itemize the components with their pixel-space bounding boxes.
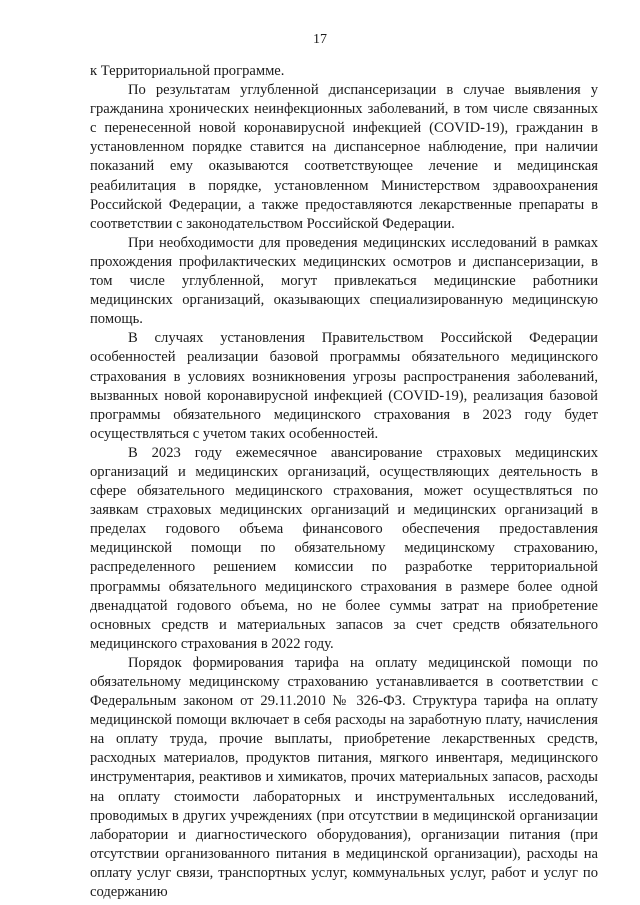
paragraph-medical-workers-involvement: При необходимости для проведения медицинских исследований в рамках прохождения профилактических медицинских осмотров и диспансеризации, в том числе углубленной, могут привлекаться медицинские работники медицинских организаций, оказывающих специализированную медицинскую помощь. <box>90 234 598 328</box>
document-body <box>90 62 598 902</box>
paragraph-monthly-advance-payment: В 2023 году ежемесячное авансирование страховых медицинских организаций и медицинских организаций, осуществляющих деятельность в сфере обязательного медицинского страхования, может осуществляться по заявкам страховых медицинских организаций и медицинских организаций в пределах годового объема финансового обеспечения предоставления медицинской помощи по обязательному медицинскому страхованию, распределенного решением комиссии по разработке территориальной программы обязательного медицинского страхования в размере более одной двенадцатой годового объема, но не более суммы затрат на приобретение основных средств и материальных запасов за счет средств обязательного медицинского страхования в 2022 году. <box>90 444 598 652</box>
paragraph-tariff-formation: Порядок формирования тарифа на оплату медицинской помощи по обязательному медицинскому страхованию устанавливается в соответствии с Федеральным законом от 29.11.2010 № 326-ФЗ. Структура тарифа на оплату медицинской помощи включает в себя расходы на заработную плату, начисления на оплату труда, прочие выплаты, приобретение лекарственных средств, расходных материалов, продуктов питания, мягкого инвентаря, медицинского инструментария, реактивов и химикатов, прочих материальных запасов, расходы на оплату стоимости лабораторных и инструментальных исследований, проводимых в других учреждениях (при отсутствии в медицинской организации лаборатории и диагностического оборудования), организации питания (при отсутствии организованного питания в медицинской организации), расходы на оплату услуг связи, транспортных услуг, коммунальных услуг, работ и услуг по содержанию <box>90 654 598 901</box>
paragraph-government-specifics: В случаях установления Правительством Российской Федерации особенностей реализации базовой программы обязательного медицинского страхования в условиях возникновения угрозы распространения заболеваний, вызванных новой коронавирусной инфекцией (COVID-19), реализация базовой программы обязательного медицинского страхования в 2023 году будет осуществляться с учетом таких особенностей. <box>90 330 598 442</box>
paragraph-in-depth-screening-results: По результатам углубленной диспансеризации в случае выявления у гражданина хронических неинфекционных заболеваний, в том числе связанных с перенесенной новой коронавирусной инфекцией (COVID-19), гражданин в установленном порядке ставится на диспансерное наблюдение, при наличии показаний ему оказываются соответствующее лечение и медицинская реабилитация в порядке, установленном Министерством здравоохранения Российской Федерации, а также предоставляются лекарственные препараты в соответствии с законодательством Российской Федерации. <box>90 82 598 232</box>
page-number: 17 <box>313 32 327 47</box>
paragraph-continuation: к Территориальной программе. <box>90 63 285 79</box>
